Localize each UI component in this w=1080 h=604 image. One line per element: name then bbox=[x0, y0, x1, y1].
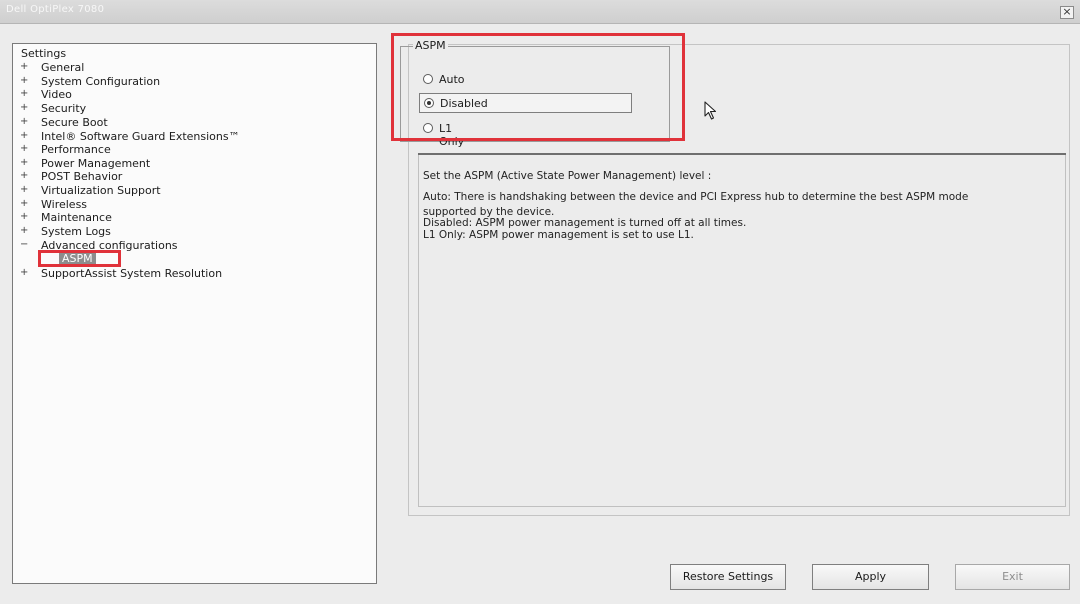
expand-icon[interactable]: + bbox=[20, 267, 29, 278]
tree-item-label: Wireless bbox=[41, 198, 88, 211]
tree-item-label: Virtualization Support bbox=[41, 184, 161, 197]
expand-icon[interactable]: + bbox=[20, 170, 29, 181]
tree-item-label: Video bbox=[41, 88, 72, 101]
title-bar bbox=[0, 0, 1080, 24]
group-label: ASPM bbox=[415, 39, 446, 52]
tree-item-label: Intel® Software Guard Extensions™ bbox=[41, 130, 240, 143]
exit-button[interactable]: Exit bbox=[955, 564, 1070, 590]
tree-item-label: POST Behavior bbox=[41, 170, 123, 183]
tree-item-label: System Logs bbox=[41, 225, 111, 238]
settings-tree[interactable] bbox=[12, 43, 377, 584]
expand-icon[interactable]: + bbox=[20, 143, 29, 154]
expand-icon[interactable]: + bbox=[20, 61, 29, 72]
expand-icon[interactable]: + bbox=[20, 198, 29, 209]
tree-item-label: Power Management bbox=[41, 157, 151, 170]
highlight-box-tree bbox=[38, 250, 121, 267]
description-heading: Set the ASPM (Active State Power Management) level : bbox=[423, 170, 712, 182]
tree-root-settings: Settings bbox=[21, 47, 67, 60]
radio-label: L1 Only bbox=[439, 122, 465, 148]
tree-item-label: Secure Boot bbox=[41, 116, 108, 129]
tree-item-label: Performance bbox=[41, 143, 111, 156]
expand-icon[interactable]: + bbox=[20, 102, 29, 113]
radio-label: Disabled bbox=[440, 97, 488, 110]
tree-item-label: Maintenance bbox=[41, 211, 112, 224]
expand-icon[interactable]: + bbox=[20, 225, 29, 236]
expand-icon[interactable]: + bbox=[20, 116, 29, 127]
collapse-icon[interactable]: − bbox=[20, 239, 29, 250]
expand-icon[interactable]: + bbox=[20, 75, 29, 86]
mouse-pointer-icon bbox=[704, 101, 720, 121]
radio-label: Auto bbox=[439, 73, 465, 86]
restore-settings-button[interactable]: Restore Settings bbox=[670, 564, 786, 590]
tree-item-label: General bbox=[41, 61, 85, 74]
close-icon: × bbox=[1062, 5, 1072, 18]
expand-icon[interactable]: + bbox=[20, 211, 29, 222]
highlight-box-options bbox=[391, 33, 685, 141]
close-button[interactable] bbox=[1060, 6, 1074, 19]
description-text: Disabled: ASPM power management is turned off at all times. bbox=[423, 217, 747, 229]
window-title: Dell OptiPlex 7080 bbox=[6, 4, 105, 15]
tree-item-label: SupportAssist System Resolution bbox=[41, 267, 223, 280]
expand-icon[interactable]: + bbox=[20, 157, 29, 168]
description-text: supported by the device. bbox=[423, 206, 555, 218]
description-text: L1 Only: ASPM power management is set to use L1. bbox=[423, 229, 694, 241]
tree-item-label: Advanced configurations bbox=[41, 239, 178, 252]
tree-item-label: System Configuration bbox=[41, 75, 161, 88]
expand-icon[interactable]: + bbox=[20, 130, 29, 141]
apply-button[interactable]: Apply bbox=[812, 564, 929, 590]
expand-icon[interactable]: + bbox=[20, 88, 29, 99]
tree-item-label: Security bbox=[41, 102, 87, 115]
expand-icon[interactable]: + bbox=[20, 184, 29, 195]
tree-item-label: ASPM bbox=[59, 252, 96, 265]
description-text: Auto: There is handshaking between the device and PCI Express hub to determine the best ASPM mode bbox=[423, 191, 969, 203]
